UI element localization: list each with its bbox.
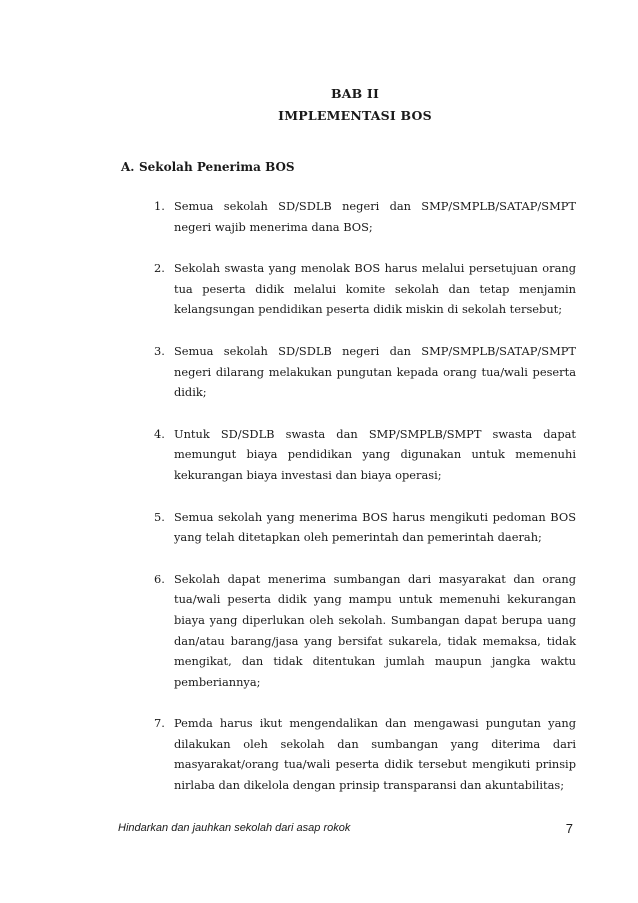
list-item	[154, 341, 576, 403]
list-item	[154, 507, 576, 548]
list-item	[154, 424, 576, 486]
list-item	[154, 713, 576, 795]
list-item-number: 7.	[154, 716, 165, 731]
list-item-number: 6.	[154, 571, 165, 586]
chapter-title: IMPLEMENTASI BOS	[278, 108, 432, 123]
list-item-text: Semua sekolah yang menerima BOS harus mengikuti pedoman BOS yang telah ditetapkan oleh pemerintah dan pemerintah daerah;	[174, 509, 576, 545]
list-item	[154, 196, 576, 237]
chapter-heading: BAB II	[330, 86, 380, 101]
page-footer	[118, 822, 573, 834]
list-item-number: 4.	[154, 426, 165, 441]
list-item-text: Semua sekolah SD/SDLB negeri dan SMP/SMPLB/SATAP/SMPT negeri wajib menerima dana BOS;	[174, 199, 576, 234]
list-item-text: Sekolah swasta yang menolak BOS harus melalui persetujuan orang tua peserta didik melalui komite sekolah dan tetap menjamin kelangsungan pendidikan peserta didik miskin di sekolah tersebut;	[174, 261, 576, 317]
list-item-number: 2.	[154, 261, 165, 276]
page-number: 7	[565, 821, 573, 836]
list-item-text: Pemda harus ikut mengendalikan dan mengawasi pungutan yang dilakukan oleh sekolah dan sumbangan yang diterima dari masyarakat/orang tua/wali peserta didik tersebut mengikuti prinsip nirlaba dan dikelola dengan prinsip transparansi dan akuntabilitas;	[174, 716, 576, 793]
footer-motto: Hindarkan dan jauhkan sekolah dari asap rokok	[118, 822, 351, 834]
list-item-text: Sekolah dapat menerima sumbangan dari masyarakat dan orang tua/wali peserta didik yang mampu untuk memenuhi kekurangan biaya yang diperlukan oleh sekolah. Sumbangan dapat berupa uang dan/atau barang/jasa yang bersifat sukarela, tidak memaksa, tidak mengikat, dan tidak ditentukan jumlah maupun jangka waktu pemberiannya;	[174, 571, 576, 689]
list-item-number: 1.	[154, 199, 165, 213]
section-letter: A.	[121, 160, 135, 174]
list-item-number: 5.	[154, 509, 165, 524]
list-item-text: Untuk SD/SDLB swasta dan SMP/SMPLB/SMPT swasta dapat memungut biaya pendidikan yang digunakan untuk memenuhi kekurangan biaya investasi dan biaya operasi;	[174, 426, 576, 482]
section-title: Sekolah Penerima BOS	[139, 160, 295, 174]
list-item-text: Semua sekolah SD/SDLB negeri dan SMP/SMPLB/SATAP/SMPT negeri dilarang melakukan pungutan kepada orang tua/wali peserta didik;	[174, 343, 576, 400]
list-item	[154, 569, 576, 693]
list-item	[154, 258, 576, 320]
section-heading	[121, 160, 295, 174]
numbered-list	[154, 196, 576, 817]
list-item-number: 3.	[154, 343, 165, 358]
